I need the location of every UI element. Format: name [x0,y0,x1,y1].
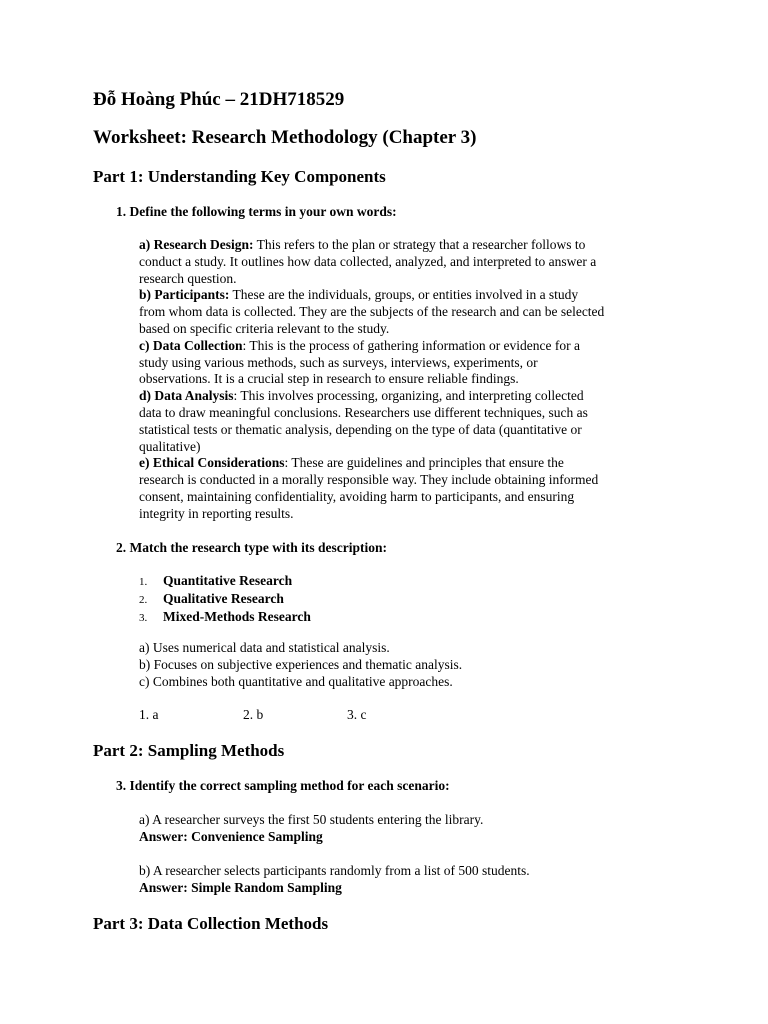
definition-c-line-1 [139,338,679,355]
part3-heading: Part 3: Data Collection Methods [93,914,329,933]
answer-1: 1. a [139,707,159,722]
description-a: a) Uses numerical data and statistical analysis. [139,640,390,655]
list-number: 1. [139,576,148,588]
definition-d-line-2: data to draw meaningful conclusions. Researchers use different techniques, such as [139,404,588,420]
worksheet-title: Worksheet: Research Methodology (Chapter 3) [93,127,477,148]
answer-2: 2. b [243,707,264,722]
definition-d-term: d) Data Analysis [139,388,234,404]
list-item [139,591,311,609]
definition-e-line-3: consent, maintaining confidentiality, avoiding harm to participants, and ensuring [139,488,575,504]
definition-b-line-3: based on specific criteria relevant to the study. [139,320,390,336]
list-number: 3. [139,611,148,624]
list-item-text: Quantitative Research [163,573,293,588]
definition-a-line-1 [139,237,679,254]
definition-c-text: : This is the process of gathering information or evidence for a [242,337,581,353]
definition-b-line-1 [139,287,679,304]
definition-d-line-4: qualitative) [139,438,201,454]
question-2-label: 2. Match the research type with its description: [116,540,387,555]
definition-b-text: These are the individuals, groups, or entities involved in a study [229,287,579,303]
question-1-label: 1. Define the following terms in your own words: [116,204,397,219]
definition-b-line-2: from whom data is collected. They are the subjects of the research and can be selected [139,304,605,320]
definition-d-line-1 [139,388,679,405]
definition-e-line-2: research is conducted in a morally responsible way. They include obtaining informed [139,472,599,488]
definition-e-line-1 [139,455,679,472]
scenario-a: a) A researcher surveys the first 50 students entering the library. [139,812,484,827]
definition-a-term: a) Research Design: [139,237,254,252]
description-c: c) Combines both quantitative and qualitative approaches. [139,674,453,689]
list-item [139,573,311,591]
scenario-a-answer: Answer: Convenience Sampling [139,829,323,844]
scenario-b-answer: Answer: Simple Random Sampling [139,880,342,895]
definition-c-term: c) Data Collection [139,337,243,353]
author-line: Đỗ Hoàng Phúc – 21DH718529 [93,89,345,110]
definition-c-line-3: observations. It is a crucial step in research to ensure reliable findings. [139,371,519,387]
definition-e-term: e) Ethical Considerations [139,455,285,471]
definition-d-text: : This involves processing, organizing, and interpreting collected [233,388,584,404]
definition-d-line-3: statistical tests or thematic analysis, depending on the type of data (quantitative or [139,421,582,437]
definition-a-line-3: research question. [139,270,237,286]
definitions-block [139,237,679,523]
part1-heading: Part 1: Understanding Key Components [93,167,386,186]
question-3-label: 3. Identify the correct sampling method for each scenario: [116,778,450,793]
list-number: 2. [139,593,148,606]
list-item-text: Qualitative Research [163,590,284,606]
list-item [139,609,311,627]
answer-3: 3. c [347,707,367,722]
definition-e-line-4: integrity in reporting results. [139,505,294,521]
definition-a-line-2: conduct a study. It outlines how data collected, analyzed, and interpreted to answer a [139,253,597,269]
definition-e-text: : These are guidelines and principles that ensure the [284,455,564,471]
scenario-b: b) A researcher selects participants randomly from a list of 500 students. [139,863,530,878]
part2-heading: Part 2: Sampling Methods [93,741,285,760]
definition-c-line-2: study using various methods, such as surveys, interviews, experiments, or [139,354,538,370]
list-item-text: Mixed-Methods Research [163,608,311,624]
match-answers [139,707,367,724]
research-type-list [139,573,311,626]
description-b: b) Focuses on subjective experiences and thematic analysis. [139,657,463,672]
definition-b-term: b) Participants: [139,287,230,303]
definition-a-text: This refers to the plan or strategy that a researcher follows to [253,237,586,252]
